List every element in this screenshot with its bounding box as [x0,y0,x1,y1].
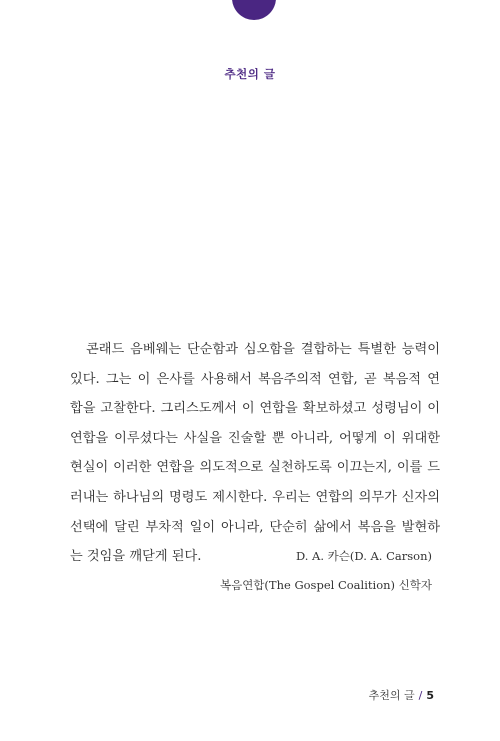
page-number: 5 [426,689,434,702]
paragraph-line: 콘래드 음베웨는 단순함과 심오함을 결합하는 특별한 능력이 [86,342,440,357]
chapter-tab-marker [232,0,276,20]
section-title: 추천의 글 [224,67,276,81]
footer-separator: / [418,689,423,702]
author-name: D. A. 카슨(D. A. Carson) [295,549,432,563]
paragraph-line: 러내는 하나님의 명령도 제시한다. 우리는 연합의 의무가 신자의 [70,489,440,505]
paragraph-line: 선택에 달린 부차적 일이 아니라, 단순히 삶에서 복음을 발현하 [70,519,440,535]
paragraph-line: 합을 고찰한다. 그리스도께서 이 연합을 확보하셨고 성령님이 이 [70,401,440,417]
recommendation-paragraph [70,335,440,572]
running-footer-label: 추천의 글 [368,689,415,702]
paragraph-line: 연합을 이루셨다는 사실을 진술할 뿐 아니라, 어떻게 이 위대한 [70,430,440,446]
page-footer [369,687,434,703]
paragraph-line: 있다. 그는 이 은사를 사용해서 복음주의적 연합, 곧 복음적 연 [70,371,440,387]
paragraph-line: 는 것임을 깨닫게 된다. [70,549,202,565]
paragraph-line: 현실이 이러한 연합을 의도적으로 실천하도록 이끄는지, 이를 드 [70,460,440,476]
author-title: 복음연합(The Gospel Coalition) 신학자 [219,578,432,592]
